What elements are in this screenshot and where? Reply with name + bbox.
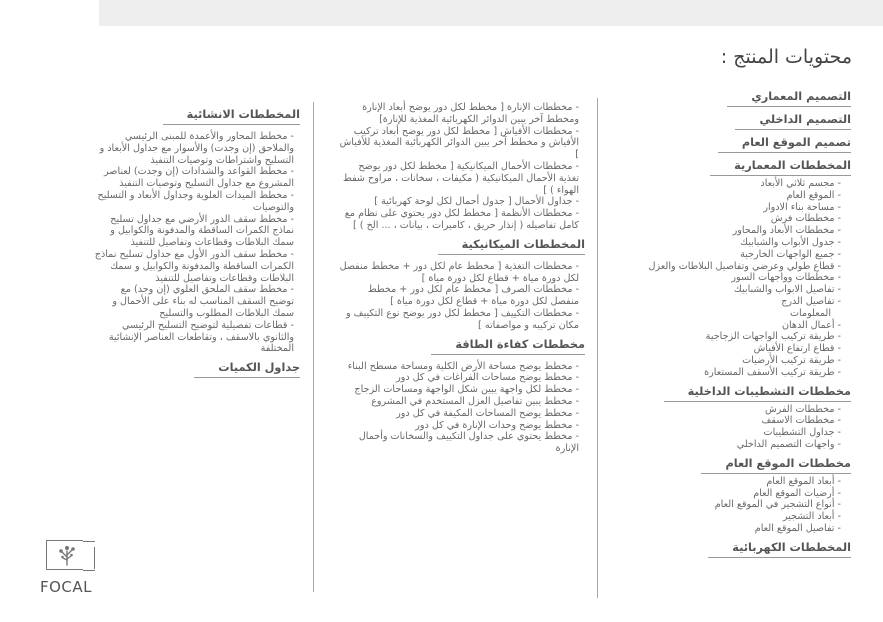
list-item: - قطاعات تفصيلية لتوضيح التسليح الرئيسي والثانوي بالاسقف ، وتقاطعات العناصر الإنشائية المختلفة bbox=[108, 319, 294, 355]
list-item: - أنواع التشجير في الموقع العام bbox=[714, 499, 841, 511]
list-item: - مجسم ثلاثي الأبعاد bbox=[760, 178, 841, 189]
structural-plans-list bbox=[94, 131, 294, 355]
interior-plans-list bbox=[603, 404, 841, 451]
list-item: - مخطط يوضح مساحة الأرض الكلية ومساحة مسطح البناء bbox=[347, 360, 579, 372]
list-item: - مخطط المحاور والأعمدة للمبنى الرئيسي والملاحق (إن وجدت) والأسوار مع جداول الأبعاد و التسليح واشتراطات وتوصيات التنفيذ bbox=[99, 131, 294, 166]
column-structural bbox=[94, 102, 300, 384]
electrical-plans-list bbox=[337, 102, 579, 232]
list-item: - مخططات التغذية [ مخطط عام لكل دور + مخطط منفصل لكل دورة مياة + قطاع لكل دورة مياة ] bbox=[339, 260, 579, 284]
list-item: - مخططات الأحمال الميكانيكية [ مخطط لكل دور يوضح تغذية الأحمال الميكانيكية ( مكيفات ، سخانات ، مراوح شفط الهواء ) ] bbox=[342, 160, 579, 196]
list-item: - أرضيات الموقع العام bbox=[753, 487, 841, 499]
column-divider bbox=[313, 102, 314, 592]
list-item: - مخطط القواعد والشدادات (إن وجدت) لعناصر المشروع مع جداول التسليح وتوصيات التنفيذ bbox=[104, 166, 294, 190]
heading-site-design: تصميم الموقع العام bbox=[718, 134, 851, 153]
list-item: - جميع الواجهات الخارجية bbox=[740, 248, 841, 260]
heading-architectural-plans: المخططات المعمارية bbox=[710, 157, 851, 176]
logo-text: FOCAL bbox=[40, 578, 93, 596]
list-item: - الموقع العام bbox=[786, 189, 841, 201]
list-item: - مخططات الفرش bbox=[764, 403, 841, 415]
heading-interior-finish-plans: مخططات التشطيبات الداخلية bbox=[664, 383, 851, 402]
column-electrical-mechanical bbox=[337, 102, 585, 455]
list-item: - جدول الأبواب والشبابيك bbox=[740, 236, 841, 248]
list-item: - مخططات الإنارة [ مخطط لكل دور يوضح أبعاد الإنارة ومخطط آخر يبين الدوائر الكهربائية المغذية للإنارة] bbox=[362, 102, 579, 125]
list-item: - تفاصيل الموقع العام bbox=[754, 522, 841, 534]
list-item: - أبعاد التشجير bbox=[782, 511, 841, 523]
list-item: - جداول الأحمال [ جدول أحمال لكل لوحة كهربائية ] bbox=[374, 196, 579, 208]
heading-quantity-tables: جداول الكميات bbox=[194, 359, 300, 378]
list-item: - تفاصيل الابواب والشبابيك bbox=[733, 284, 841, 296]
heading-interior-design: التصميم الداخلي bbox=[735, 111, 851, 130]
heading-site-plans: مخططات الموقع العام bbox=[701, 455, 851, 474]
energy-plans-list bbox=[337, 361, 579, 455]
list-item: - مخططات فرش bbox=[770, 213, 841, 225]
heading-structural-plans: المخططات الانشائية bbox=[163, 106, 300, 125]
tree-icon bbox=[55, 543, 79, 567]
list-item: - مخططات الأفياش [ مخطط لكل دور يوضح أبعاد تركيب الأفياش و مخطط آخر يبين الدوائر الكهربائية المغذية للأفياش ] bbox=[339, 125, 579, 161]
list-item: - مخطط يوضح مساحات الفراغات في كل دور bbox=[396, 372, 579, 384]
list-item: - واجهات التصميم الداخلي bbox=[736, 438, 841, 450]
list-item: - تفاصيل الدرج bbox=[781, 295, 841, 307]
list-item: - مخطط يوضح المساحات المكيفة في كل دور bbox=[396, 407, 579, 419]
list-item: - مخطط سقف الملحق العلوي (إن وجد) مع توضيح السقف المناسب له بناء على الأحمال و سمك البلاطات المطلوب والتسليح bbox=[112, 284, 294, 319]
list-item: - مخطط يبين تفاصيل العزل المستخدم في المشروع bbox=[371, 395, 579, 407]
list-item: - مخططات الاسقف bbox=[761, 415, 841, 427]
list-item: - مخطط يوضح وحدات الإنارة في كل دور bbox=[415, 419, 579, 431]
list-item: - طريقة تركيب الأسقف المستعارة bbox=[704, 366, 841, 378]
list-item: - مخططات الأنظمة [ مخطط لكل دور يحتوي على نظام مع كامل تفاصيله ( إنذار حريق ، كاميرات ، بيانات ، ... الخ ) ] bbox=[344, 208, 579, 231]
list-item: - مخططات الأبعاد والمحاور bbox=[732, 225, 841, 237]
list-item: - مخططات التكييف [ مخطط لكل دور يوضح نوع التكييف و مكان تركيبه و مواصفاته ] bbox=[345, 307, 579, 331]
page-title: محتويات المنتج : bbox=[720, 46, 852, 68]
focal-logo bbox=[36, 540, 100, 600]
mechanical-plans-list bbox=[337, 261, 579, 332]
heading-energy-efficiency-plans: مخططات كفاءة الطاقة bbox=[431, 336, 585, 355]
list-item: - مخطط سقف الدور الأرضي مع جداول تسليح نماذج الكمرات الساقطة والمدفونة والكوابيل و سمك البلاطات وقطاعات وتفاصيل للتنفيذ bbox=[110, 213, 294, 249]
list-item: - طريقة تركيب الأرضيات bbox=[742, 354, 841, 366]
column-divider bbox=[597, 98, 598, 598]
list-item: المعلومات bbox=[790, 307, 831, 319]
heading-architectural-design: التصميم المعماري bbox=[727, 88, 851, 107]
top-bar bbox=[99, 0, 883, 26]
list-item: - مخططات وواجهات السور bbox=[731, 272, 841, 284]
list-item: - مخطط يحتوي على جداول التكييف والسخانات وأحمال الإنارة bbox=[358, 431, 579, 455]
list-item: - جداول التشطيبات bbox=[763, 427, 841, 439]
list-item: - مخطط الميدات العلوية وجداول الأبعاد و التسليح والتوصيات bbox=[97, 189, 294, 213]
column-architectural bbox=[603, 84, 851, 560]
list-item: - قطاع ارتفاع الأفياش bbox=[753, 343, 841, 355]
architectural-plans-list bbox=[603, 178, 841, 379]
list-item: - مساحة بناء الادوار bbox=[763, 201, 841, 213]
list-item: - طريقة تركيب الواجهات الزجاجية bbox=[705, 331, 841, 343]
list-item: - مخططات الصرف [ مخطط عام لكل دور + مخطط منفصل لكل دورة مياة + قطاع لكل دورة مياة ] bbox=[367, 284, 579, 308]
heading-electrical-plans: المخططات الكهربائية bbox=[708, 539, 851, 558]
list-item: - أبعاد الموقع العام bbox=[766, 475, 841, 487]
list-item: - مخطط سقف الدور الأول مع جداول تسليح نماذج الكمرات الساقطة والمدفونة والكوابيل و سمك البلاطات وقطاعات وتفاصيل للتنفيذ bbox=[94, 248, 294, 284]
heading-mechanical-plans: المخططات الميكانيكية bbox=[438, 236, 585, 255]
list-item: - مخطط لكل واجهة يبين شكل الواجهة ومساحات الزجاج bbox=[354, 384, 579, 396]
list-item: - أعمال الدهان bbox=[781, 319, 841, 331]
list-item: - قطاع طولي وعرضي وتفاصيل البلاطات والعزل bbox=[648, 260, 841, 272]
logo-frame bbox=[46, 540, 83, 570]
site-plans-list bbox=[603, 476, 841, 535]
